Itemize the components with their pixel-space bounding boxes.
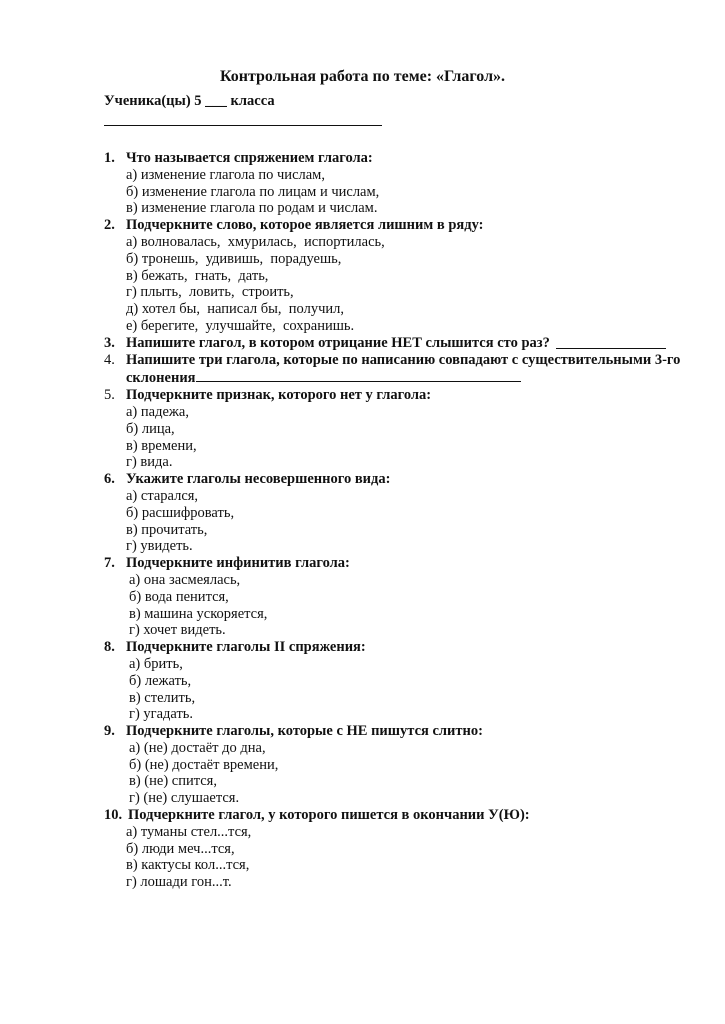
answer-option: в) бежать, гнать, дать, [126, 267, 269, 284]
answer-option: г) хочет видеть. [129, 622, 226, 639]
answer-option: в) кактусы кол...тся, [126, 857, 250, 874]
answer-option: б) лежать, [129, 672, 192, 689]
answer-option: б) изменение глагола по лицам и числам, [126, 183, 380, 200]
question-number: 6. [104, 471, 115, 488]
answer-option: г) плыть, ловить, строить, [126, 284, 294, 301]
question-6 [104, 471, 684, 555]
answer-option: а) она засмеялась, [129, 571, 241, 588]
answer-blank-line[interactable] [556, 335, 666, 349]
answer-option: б) люди меч...тся, [126, 840, 235, 857]
answer-option: б) (не) достаёт времени, [129, 756, 279, 773]
answer-option: б) расшифровать, [126, 504, 235, 521]
answer-option: г) вида. [126, 454, 173, 471]
answer-option: а) старался, [126, 487, 199, 504]
question-1 [104, 150, 684, 217]
question-text: Подчеркните глагол, у которого пишется в окончании У(Ю): [128, 807, 530, 824]
answer-option: г) угадать. [129, 706, 194, 723]
answer-option: а) волновалась, хмурилась, испортилась, [126, 233, 385, 250]
question-number: 2. [104, 217, 115, 234]
question-7 [104, 555, 684, 639]
question-text: Подчеркните слово, которое является лишним в ряду: [126, 217, 484, 234]
question-text: Подчеркните инфинитив глагола: [126, 555, 350, 572]
page-title: Контрольная работа по теме: «Глагол». [219, 68, 506, 85]
answer-option: в) времени, [126, 437, 197, 454]
answer-option: г) (не) слушается. [129, 790, 240, 807]
answer-option: б) тронешь, удивишь, порадуешь, [126, 250, 342, 267]
question-number: 3. [104, 334, 115, 351]
question-9 [104, 723, 684, 807]
question-text: Подчеркните признак, которого нет у глагола: [126, 387, 432, 404]
question-list [104, 150, 684, 891]
answer-option: в) стелить, [129, 689, 196, 706]
answer-option: б) вода пенится, [129, 588, 229, 605]
question-text: Подчеркните глаголы, которые с НЕ пишутся слитно: [126, 723, 483, 740]
answer-option: а) туманы стел...тся, [126, 823, 252, 840]
question-4 [104, 352, 684, 388]
student-line: Ученика(цы) 5 ___ класса [104, 93, 275, 109]
answer-option: а) изменение глагола по числам, [126, 166, 325, 183]
question-10 [104, 807, 684, 891]
question-number: 4. [104, 351, 115, 368]
answer-option: е) берегите, улучшайте, сохранишь. [126, 317, 355, 334]
answer-option: в) прочитать, [126, 521, 208, 538]
answer-option: а) падежа, [126, 403, 189, 420]
question-text: Подчеркните глаголы II спряжения: [126, 639, 366, 656]
answer-option: в) машина ускоряется, [129, 605, 268, 622]
answer-option: д) хотел бы, написал бы, получил, [126, 301, 344, 318]
question-3 [104, 335, 684, 352]
answer-option: в) изменение глагола по родам и числам. [126, 200, 378, 217]
question-8 [104, 639, 684, 723]
question-number: 7. [104, 555, 115, 572]
question-5 [104, 387, 684, 471]
question-text: Что называется спряжением глагола: [126, 150, 373, 166]
question-number: 10. [104, 807, 123, 824]
question-text: Напишите глагол, в котором отрицание НЕТ слышится сто раз? [126, 334, 550, 351]
answer-option: в) (не) спится, [129, 773, 217, 790]
name-blank-line[interactable] [104, 125, 382, 126]
question-2 [104, 217, 684, 335]
answer-option: а) брить, [129, 655, 183, 672]
answer-blank-line[interactable] [196, 368, 521, 382]
answer-option: г) увидеть. [126, 538, 193, 555]
question-number: 9. [104, 723, 115, 740]
answer-option: б) лица, [126, 420, 175, 437]
question-text: Укажите глаголы несовершенного вида: [126, 471, 391, 488]
answer-option: г) лошади гон...т. [126, 874, 232, 891]
answer-option: а) (не) достаёт до дна, [129, 739, 266, 756]
question-number: 8. [104, 639, 115, 656]
question-text: Напишите три глагола, которые по написанию совпадают с существительными 3-го склонения [126, 351, 681, 387]
question-number: 5. [104, 387, 115, 404]
question-number: 1. [104, 150, 115, 166]
